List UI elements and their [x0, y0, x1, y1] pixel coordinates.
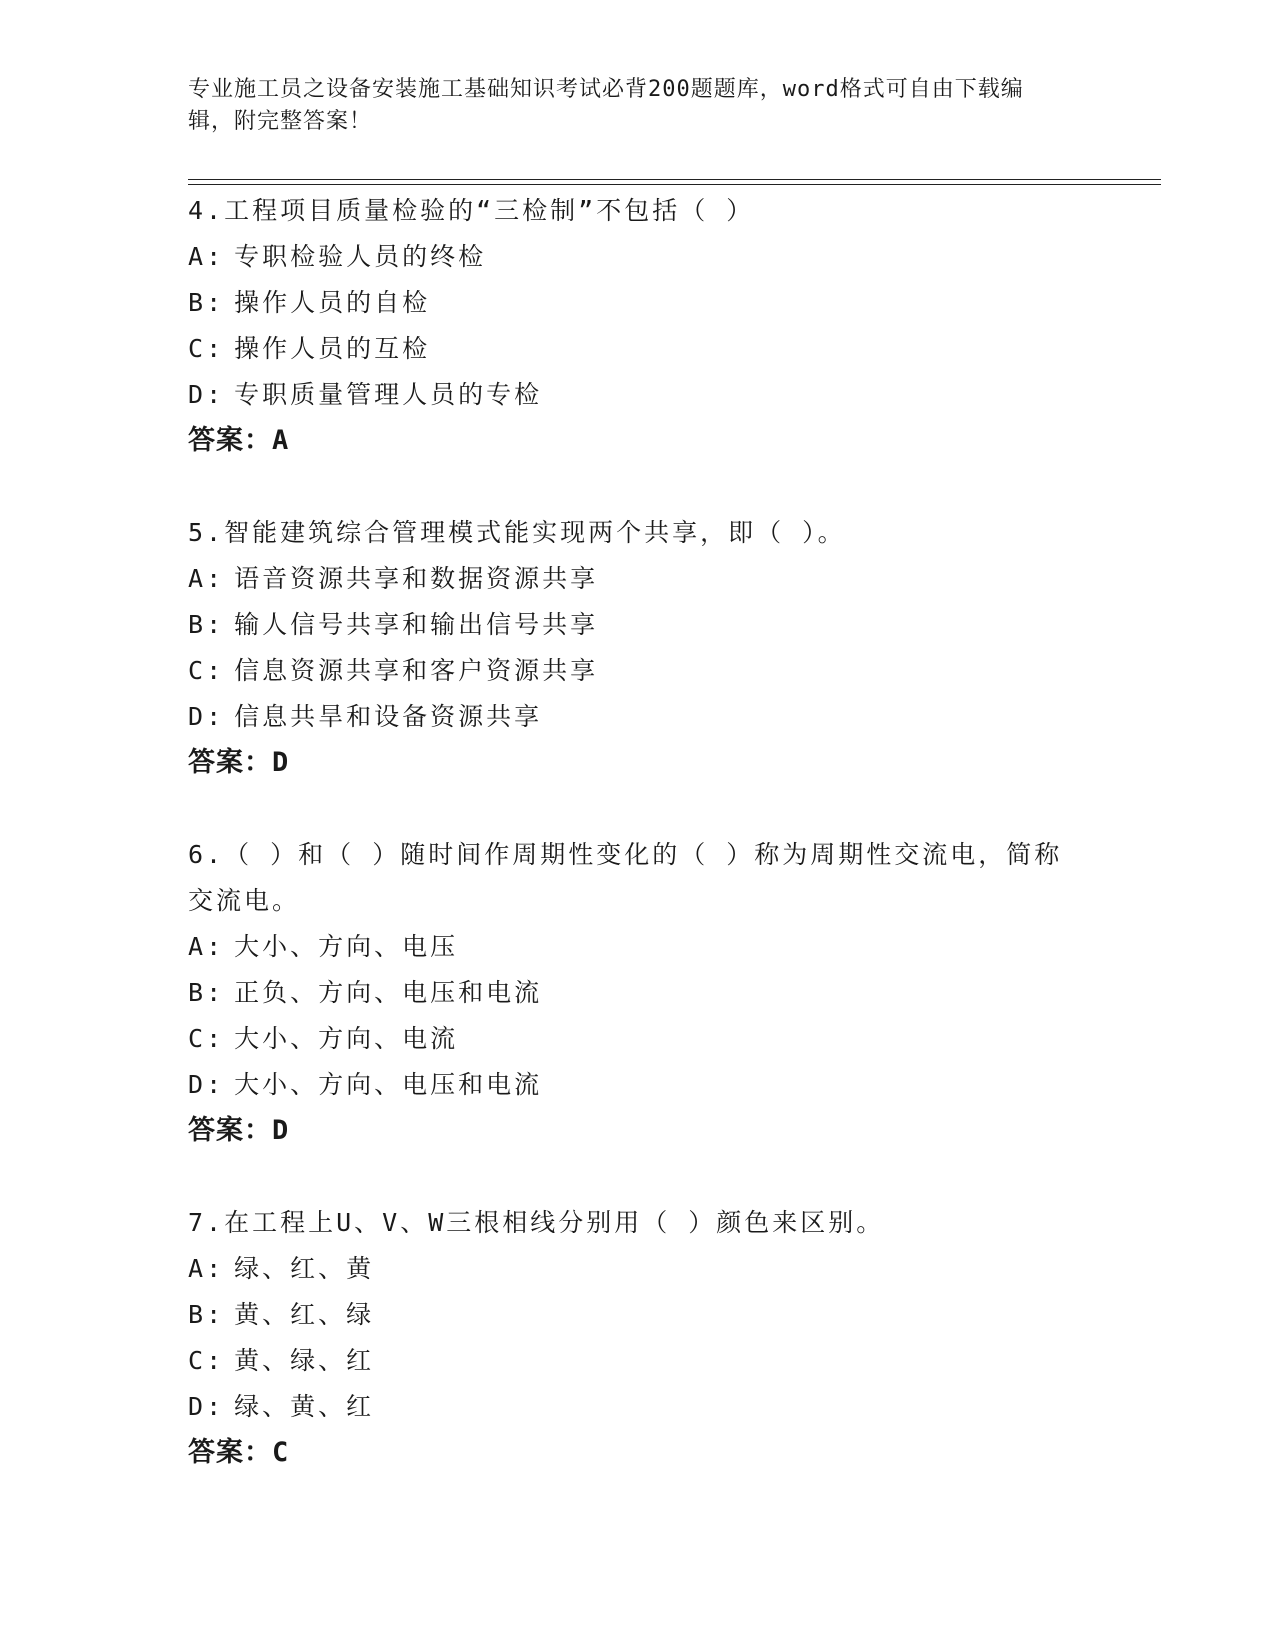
option-separator: : — [206, 1024, 225, 1053]
option-letter: D — [188, 380, 207, 409]
option-letter: A — [188, 1254, 207, 1283]
document-header — [188, 74, 1068, 138]
question-4 — [188, 188, 1088, 464]
option-separator: : — [206, 380, 225, 409]
option-separator: : — [206, 1346, 225, 1375]
option-text: 大小、方向、电压和电流 — [234, 1070, 543, 1099]
option-separator: : — [206, 288, 225, 317]
option-letter: B — [188, 978, 207, 1007]
option-separator: : — [206, 242, 225, 271]
question-stem: 6.（ ）和（ ）随时间作周期性变化的（ ）称为周期性交流电，简称交流电。 — [188, 840, 1063, 915]
header-divider-bottom — [188, 184, 1161, 185]
question-stem: 7.在工程上U、V、W三根相线分别用（ ）颜色来区别。 — [188, 1208, 885, 1237]
question-stem: 5.智能建筑综合管理模式能实现两个共享，即（ ）。 — [188, 518, 846, 547]
option-separator: : — [206, 1070, 225, 1099]
option-text: 大小、方向、电流 — [234, 1024, 459, 1053]
question-5 — [188, 510, 1088, 786]
option-text: 专职质量管理人员的专检 — [234, 380, 543, 409]
option-b — [188, 602, 1088, 648]
option-text: 大小、方向、电压 — [234, 932, 459, 961]
answer-line: 答案：A — [188, 425, 290, 456]
option-letter: C — [188, 1024, 207, 1053]
option-separator: : — [206, 932, 225, 961]
option-a — [188, 1246, 1088, 1292]
option-letter: B — [188, 288, 207, 317]
question-list — [188, 188, 1088, 1522]
option-letter: D — [188, 1070, 207, 1099]
option-b — [188, 970, 1088, 1016]
option-d — [188, 694, 1088, 740]
option-text: 正负、方向、电压和电流 — [234, 978, 543, 1007]
option-d — [188, 372, 1088, 418]
option-c — [188, 1016, 1088, 1062]
question-stem: 4.工程项目质量检验的“三检制”不包括（ ） — [188, 196, 755, 225]
option-text: 信息共旱和设备资源共享 — [234, 702, 543, 731]
option-letter: B — [188, 1300, 207, 1329]
option-b — [188, 1292, 1088, 1338]
option-letter: C — [188, 334, 207, 363]
option-text: 绿、红、黄 — [234, 1254, 375, 1283]
header-divider-top — [188, 179, 1161, 180]
option-text: 操作人员的自检 — [234, 288, 431, 317]
option-separator: : — [206, 610, 225, 639]
option-text: 信息资源共享和客户资源共享 — [234, 656, 599, 685]
option-text: 输人信号共享和输出信号共享 — [234, 610, 599, 639]
option-text: 黄、红、绿 — [234, 1300, 375, 1329]
option-text: 专职检验人员的终检 — [234, 242, 487, 271]
option-d — [188, 1384, 1088, 1430]
option-letter: C — [188, 656, 207, 685]
option-d — [188, 1062, 1088, 1108]
option-b — [188, 280, 1088, 326]
option-separator: : — [206, 1300, 225, 1329]
option-a — [188, 556, 1088, 602]
question-7 — [188, 1200, 1088, 1476]
option-separator: : — [206, 978, 225, 1007]
option-separator: : — [206, 334, 225, 363]
answer-line: 答案：D — [188, 747, 290, 778]
option-text: 绿、黄、红 — [234, 1392, 375, 1421]
option-separator: : — [206, 1392, 225, 1421]
option-separator: : — [206, 656, 225, 685]
option-a — [188, 234, 1088, 280]
option-c — [188, 1338, 1088, 1384]
option-c — [188, 648, 1088, 694]
answer-line: 答案：D — [188, 1115, 290, 1146]
question-6 — [188, 832, 1088, 1154]
option-letter: B — [188, 610, 207, 639]
answer-line: 答案：C — [188, 1437, 290, 1468]
option-text: 操作人员的互检 — [234, 334, 431, 363]
option-separator: : — [206, 1254, 225, 1283]
option-a — [188, 924, 1088, 970]
option-c — [188, 326, 1088, 372]
option-letter: D — [188, 702, 207, 731]
option-separator: : — [206, 564, 225, 593]
option-letter: A — [188, 242, 207, 271]
option-letter: A — [188, 932, 207, 961]
option-separator: : — [206, 702, 225, 731]
option-text: 语音资源共享和数据资源共享 — [234, 564, 599, 593]
option-text: 黄、绿、红 — [234, 1346, 375, 1375]
option-letter: D — [188, 1392, 207, 1421]
option-letter: A — [188, 564, 207, 593]
document-title: 专业施工员之设备安装施工基础知识考试必背200题题库，word格式可自由下载编辑，附完整答案！ — [188, 77, 1024, 134]
option-letter: C — [188, 1346, 207, 1375]
